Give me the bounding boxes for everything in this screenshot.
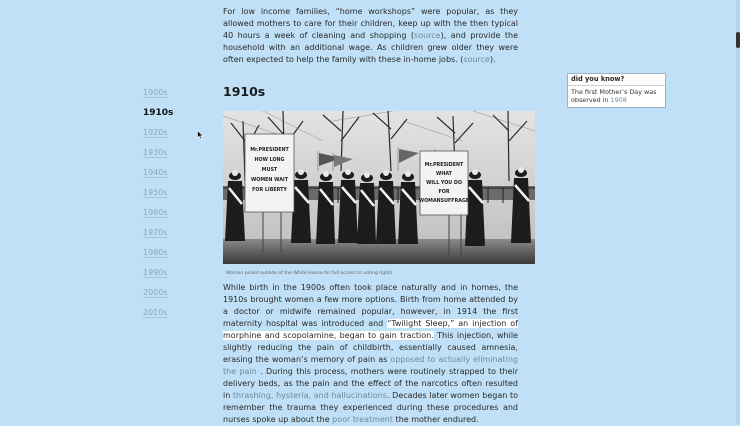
sign-left-line-4: WOMEN WAIT xyxy=(251,178,288,183)
intro-paragraph xyxy=(223,6,518,66)
body-paragraph xyxy=(223,282,518,426)
intro-text-2: ), and provide the household with an additional wage. As children grew older they were often expected to help the family with these in-home jobs. ( xyxy=(223,31,518,64)
body-link-pain[interactable]: opposed to actually eliminating the pain xyxy=(223,355,518,376)
timeline-item-1940s[interactable]: 1940s xyxy=(143,168,168,177)
highlighted-text: “Twilight Sleep,” an injection of morphine and scopolamine, began to gain traction. xyxy=(223,319,518,340)
body-text-2: This injection, while slightly reducing the pain of childbirth, essentially caused amnesia, erasing the woman’s memory of pain as xyxy=(223,331,518,364)
timeline-item-1950s[interactable]: 1950s xyxy=(143,188,168,197)
timeline-item-1920s[interactable]: 1920s xyxy=(143,128,168,137)
sign-left-line-5: FOR LIBERTY xyxy=(252,188,287,193)
tooltip-title: did you know? xyxy=(568,74,665,86)
tooltip-body xyxy=(568,86,665,107)
body-text-5: the mother endured. xyxy=(393,415,479,424)
scrollbar[interactable] xyxy=(736,0,740,424)
timeline-item-1930s[interactable]: 1930s xyxy=(143,148,168,157)
intro-text-1: For low income families, “home workshops” were popular, as they allowed mothers to care for their children, keep up with the then typical 40 hours a week of cleaning and shopping ( xyxy=(223,7,518,40)
intro-source-link-1[interactable]: source xyxy=(414,31,441,40)
timeline-item-1990s[interactable]: 1990s xyxy=(143,268,168,277)
decade-timeline xyxy=(143,88,173,328)
mouse-cursor-icon xyxy=(197,130,204,140)
intro-source-link-2[interactable]: source xyxy=(463,55,490,64)
timeline-item-1900s[interactable]: 1900s xyxy=(143,88,168,97)
sign-left-line-3: MUST xyxy=(261,168,278,173)
timeline-item-1980s[interactable]: 1980s xyxy=(143,248,168,257)
timeline-item-2000s[interactable]: 2000s xyxy=(143,288,168,297)
scrollbar-thumb[interactable] xyxy=(736,32,740,48)
timeline-item-1910s[interactable]: 1910s xyxy=(143,108,174,118)
body-text-3: . During this process, mothers were routinely strapped to their delivery beds, as the pain and the effect of the narcotics often resulted in xyxy=(223,367,518,400)
sign-right-line-2: WHAT xyxy=(436,172,452,177)
did-you-know-tooltip xyxy=(567,73,666,108)
sign-right-line-1: Mr.PRESIDENT xyxy=(424,163,464,168)
sign-left-line-1: Mr.PRESIDENT xyxy=(250,148,289,153)
sign-right-line-3: WILL YOU DO xyxy=(426,181,462,186)
sign-right-line-4: FOR xyxy=(438,190,450,195)
timeline-item-2010s[interactable]: 2010s xyxy=(143,308,168,317)
tooltip-text: The first Mother’s Day was observed in xyxy=(571,88,657,104)
historical-photo xyxy=(223,111,535,264)
section-title: 1910s xyxy=(223,84,266,99)
body-link-thrashing[interactable]: thrashing, hysteria, and hallucinations xyxy=(232,391,387,400)
timeline-item-1960s[interactable]: 1960s xyxy=(143,208,168,217)
tooltip-year: 1908 xyxy=(610,96,627,104)
sign-left-line-2: HOW LONG xyxy=(254,158,285,163)
body-text-4: . Decades later women began to remember the trauma they experienced during these procedures and nurses spoke up about the xyxy=(223,391,518,424)
timeline-item-1970s[interactable]: 1970s xyxy=(143,228,168,237)
sign-right-line-5: WOMANSUFFRAGE xyxy=(418,199,470,204)
body-link-poor-treatment[interactable]: poor treatment xyxy=(332,415,394,424)
body-text-1: While birth in the 1900s often took place naturally and in homes, the 1910s brought women a few more options. Birth from home attended by a doctor or midwife remained popular, however, in 1914 the first maternity hospital was introduced and xyxy=(223,283,518,328)
intro-text-3: ). xyxy=(489,55,496,64)
photo-caption: Women picket outside of the White House for full access to voting rights xyxy=(226,271,393,276)
